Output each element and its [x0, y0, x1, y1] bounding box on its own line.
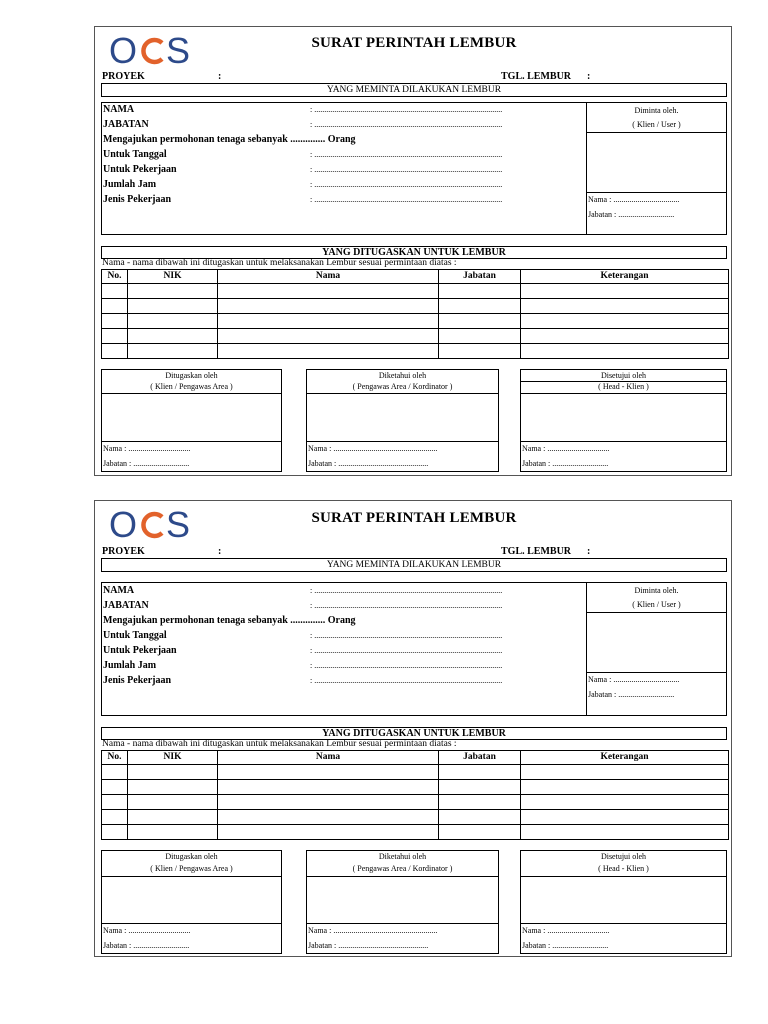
diminta-role: ( Klien / User ): [632, 120, 681, 129]
col-nik: NIK: [128, 270, 218, 284]
sig-jabatan: Jabatan : ............................: [522, 941, 609, 950]
section-assigned-header: YANG DITUGASKAN UNTUK LEMBUR: [101, 246, 727, 259]
assigned-note: Nama - nama dibawah ini ditugaskan untuk melaksanakan Lembur sesuai permintaan diatas :: [102, 258, 457, 268]
pekerjaan-dots: : ..............................................................................................: [310, 646, 503, 655]
table-row: [102, 765, 729, 780]
assigned-table: [101, 750, 729, 840]
sig-jabatan: Jabatan : .............................................: [308, 459, 429, 468]
jenis-label: Jenis Pekerjaan: [103, 194, 172, 205]
nama-label: NAMA: [103, 585, 135, 596]
sig-nama: Nama : ...............................: [103, 926, 191, 935]
diminta-jabatan: Jabatan : ............................: [588, 690, 675, 699]
svg-text:O: O: [109, 506, 137, 542]
sig-role: ( Head - Klien ): [598, 382, 649, 391]
sig-nama: Nama : ....................................................: [308, 926, 438, 935]
col-nama: Nama: [218, 270, 439, 284]
section-request-header: YANG MEMINTA DILAKUKAN LEMBUR: [101, 558, 727, 572]
diminta-box: [586, 102, 727, 235]
jabatan-dots: : ..............................................................................................: [310, 601, 503, 610]
jabatan-dots: : ..............................................................................................: [310, 120, 503, 129]
nama-dots: : ..............................................................................................: [310, 105, 503, 114]
sig-title: Ditugaskan oleh: [165, 371, 218, 380]
table-row: [102, 314, 729, 329]
diminta-label: Diminta oleh.: [634, 586, 679, 595]
sig-role: ( Pengawas Area / Kordinator ): [352, 382, 453, 391]
col-keterangan: Keterangan: [521, 751, 729, 765]
diminta-jabatan: Jabatan : ............................: [588, 210, 675, 219]
sig-nama: Nama : ....................................................: [308, 444, 438, 453]
sig-nama: Nama : ...............................: [522, 444, 610, 453]
sig-title: Diketahui oleh: [378, 852, 427, 861]
tanggal-label: Untuk Tanggal: [103, 149, 167, 160]
jabatan-label: JABATAN: [103, 119, 149, 130]
request-block: [101, 582, 727, 716]
table-row: [102, 329, 729, 344]
table-row: [102, 795, 729, 810]
sig-title: Diketahui oleh: [378, 371, 427, 380]
col-nama: Nama: [218, 751, 439, 765]
jam-label: Jumlah Jam: [103, 660, 157, 671]
svg-text:S: S: [166, 506, 191, 542]
sig-title: Disetujui oleh: [600, 852, 647, 861]
sig-title: Ditugaskan oleh: [165, 852, 218, 861]
mengajukan-label: Mengajukan permohonan tenaga sebanyak .............. Orang: [103, 134, 356, 145]
overtime-form-2: [94, 500, 732, 957]
section-assigned-header: YANG DITUGASKAN UNTUK LEMBUR: [101, 727, 727, 740]
diminta-nama: Nama : .................................: [588, 675, 680, 684]
tanggal-label: Untuk Tanggal: [103, 630, 167, 641]
table-row: [102, 344, 729, 359]
sig-jabatan: Jabatan : ............................: [522, 459, 609, 468]
col-nik: NIK: [128, 751, 218, 765]
signature-disetujui: [520, 850, 727, 954]
table-row: [102, 810, 729, 825]
diminta-nama: Nama : .................................: [588, 195, 680, 204]
proyek-colon: :: [218, 71, 222, 82]
sig-jabatan: Jabatan : ............................: [103, 459, 190, 468]
jam-label: Jumlah Jam: [103, 179, 157, 190]
signature-disetujui: [520, 369, 727, 472]
overtime-form-1: [94, 26, 732, 476]
jam-dots: : ..............................................................................................: [310, 661, 503, 670]
tgl-lembur-colon: :: [587, 71, 591, 82]
sig-role: ( Klien / Pengawas Area ): [150, 382, 233, 391]
nama-label: NAMA: [103, 104, 135, 115]
form-title: SURAT PERINTAH LEMBUR: [311, 510, 517, 526]
pekerjaan-dots: : ..............................................................................................: [310, 165, 503, 174]
pekerjaan-label: Untuk Pekerjaan: [103, 645, 177, 656]
diminta-role: ( Klien / User ): [632, 600, 681, 609]
sig-nama: Nama : ...............................: [103, 444, 191, 453]
sig-title: Disetujui oleh: [600, 371, 647, 380]
request-block: [101, 102, 727, 235]
assigned-note: Nama - nama dibawah ini ditugaskan untuk melaksanakan Lembur sesuai permintaan diatas :: [102, 739, 457, 749]
assigned-table: [101, 269, 729, 359]
jam-dots: : ..............................................................................................: [310, 180, 503, 189]
jenis-dots: : ..............................................................................................: [310, 195, 503, 204]
sig-jabatan: Jabatan : .............................................: [308, 941, 429, 950]
diminta-label: Diminta oleh.: [634, 106, 679, 115]
jenis-dots: : ..............................................................................................: [310, 676, 503, 685]
form-title: SURAT PERINTAH LEMBUR: [311, 35, 517, 51]
table-row: [102, 780, 729, 795]
proyek-colon: :: [218, 546, 222, 557]
table-row: [102, 284, 729, 299]
col-no: No.: [102, 751, 128, 765]
proyek-label: PROYEK: [102, 546, 145, 557]
signature-ditugaskan: [101, 369, 282, 472]
col-jabatan: Jabatan: [439, 270, 521, 284]
diminta-box: [586, 582, 727, 716]
col-keterangan: Keterangan: [521, 270, 729, 284]
sig-role: ( Klien / Pengawas Area ): [150, 864, 233, 873]
svg-text:S: S: [166, 32, 191, 68]
table-row: [102, 825, 729, 840]
tanggal-dots: : ..............................................................................................: [310, 150, 503, 159]
mengajukan-label: Mengajukan permohonan tenaga sebanyak .............. Orang: [103, 615, 356, 626]
signature-diketahui: [306, 850, 499, 954]
sig-role: ( Head - Klien ): [598, 864, 649, 873]
tgl-lembur-label: TGL. LEMBUR: [501, 546, 572, 557]
sig-role: ( Pengawas Area / Kordinator ): [352, 864, 453, 873]
sig-jabatan: Jabatan : ............................: [103, 941, 190, 950]
tgl-lembur-colon: :: [587, 546, 591, 557]
sig-nama: Nama : ...............................: [522, 926, 610, 935]
signature-diketahui: [306, 369, 499, 472]
col-no: No.: [102, 270, 128, 284]
tgl-lembur-label: TGL. LEMBUR: [501, 71, 572, 82]
nama-dots: : ..............................................................................................: [310, 586, 503, 595]
pekerjaan-label: Untuk Pekerjaan: [103, 164, 177, 175]
col-jabatan: Jabatan: [439, 751, 521, 765]
signature-ditugaskan: [101, 850, 282, 954]
jenis-label: Jenis Pekerjaan: [103, 675, 172, 686]
tanggal-dots: : ..............................................................................................: [310, 631, 503, 640]
svg-text:O: O: [109, 32, 137, 68]
jabatan-label: JABATAN: [103, 600, 149, 611]
table-row: [102, 299, 729, 314]
proyek-label: PROYEK: [102, 71, 145, 82]
section-request-header: YANG MEMINTA DILAKUKAN LEMBUR: [101, 83, 727, 97]
